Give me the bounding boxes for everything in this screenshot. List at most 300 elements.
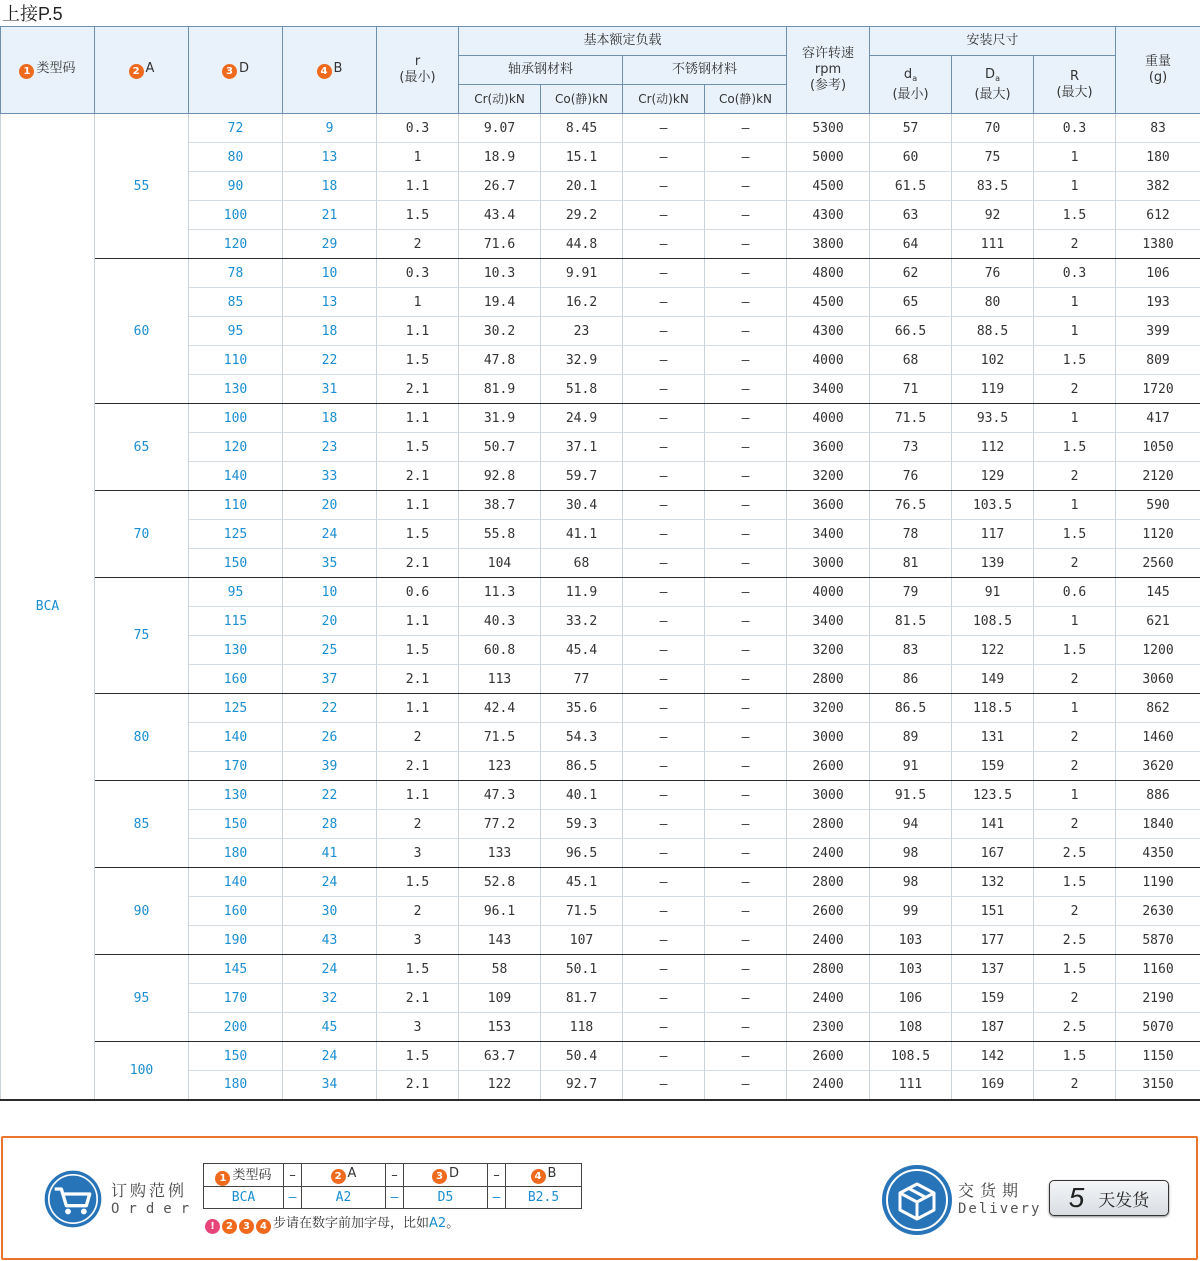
header-r: r (最小): [377, 27, 459, 114]
b-value-cell: 28: [283, 810, 377, 839]
d-value-cell: 120: [189, 230, 283, 259]
weight-cell: 2560: [1116, 549, 1200, 578]
co-stainless-cell: –: [705, 172, 787, 201]
speed-cell: 3400: [787, 520, 870, 549]
cr-steel-cell: 31.9: [459, 404, 541, 433]
r-value-cell: 1.5: [377, 636, 459, 665]
weight-cell: 1840: [1116, 810, 1200, 839]
cr-stainless-cell: –: [623, 781, 705, 810]
weight-cell: 5870: [1116, 926, 1200, 955]
co-steel-cell: 37.1: [541, 433, 623, 462]
speed-cell: 4800: [787, 259, 870, 288]
cr-steel-cell: 104: [459, 549, 541, 578]
r-value-cell: 3: [377, 1013, 459, 1042]
cr-steel-cell: 43.4: [459, 201, 541, 230]
d-value-cell: 110: [189, 491, 283, 520]
R-max-cell: 1.5: [1034, 1042, 1116, 1071]
speed-cell: 2400: [787, 1071, 870, 1100]
header-a: 2 A: [95, 27, 189, 114]
speed-cell: 5000: [787, 143, 870, 172]
weight-cell: 862: [1116, 694, 1200, 723]
header-mount-dims: 安装尺寸: [870, 27, 1116, 56]
weight-cell: 621: [1116, 607, 1200, 636]
co-stainless-cell: –: [705, 984, 787, 1013]
b-value-cell: 9: [283, 114, 377, 143]
speed-cell: 3400: [787, 375, 870, 404]
d-value-cell: 200: [189, 1013, 283, 1042]
da-min-cell: 89: [870, 723, 952, 752]
cr-stainless-cell: –: [623, 578, 705, 607]
Da-max-cell: 112: [952, 433, 1034, 462]
Da-max-cell: 139: [952, 549, 1034, 578]
co-stainless-cell: –: [705, 897, 787, 926]
Da-max-cell: 93.5: [952, 404, 1034, 433]
Da-max-cell: 91: [952, 578, 1034, 607]
weight-cell: 417: [1116, 404, 1200, 433]
co-steel-cell: 50.4: [541, 1042, 623, 1071]
da-min-cell: 68: [870, 346, 952, 375]
R-max-cell: 1: [1034, 404, 1116, 433]
continued-from-label: 上接P.5: [2, 4, 63, 24]
Da-max-cell: 159: [952, 984, 1034, 1013]
da-min-cell: 98: [870, 839, 952, 868]
b-value-cell: 31: [283, 375, 377, 404]
r-value-cell: 2: [377, 723, 459, 752]
speed-cell: 2300: [787, 1013, 870, 1042]
da-min-cell: 81: [870, 549, 952, 578]
order-delivery-panel: [1, 1136, 1198, 1260]
da-min-cell: 78: [870, 520, 952, 549]
speed-cell: 3000: [787, 549, 870, 578]
r-value-cell: 1.5: [377, 868, 459, 897]
Da-max-cell: 117: [952, 520, 1034, 549]
speed-cell: 2600: [787, 752, 870, 781]
co-stainless-cell: –: [705, 143, 787, 172]
cr-steel-cell: 10.3: [459, 259, 541, 288]
Da-max-cell: 103.5: [952, 491, 1034, 520]
d-value-cell: 160: [189, 897, 283, 926]
da-min-cell: 111: [870, 1071, 952, 1100]
co-stainless-cell: –: [705, 375, 787, 404]
R-max-cell: 2: [1034, 462, 1116, 491]
b-value-cell: 45: [283, 1013, 377, 1042]
d-value-cell: 80: [189, 143, 283, 172]
R-max-cell: 1: [1034, 317, 1116, 346]
speed-cell: 3000: [787, 781, 870, 810]
cr-steel-cell: 55.8: [459, 520, 541, 549]
delivery-days-text: 天发货: [1098, 1190, 1150, 1211]
R-max-cell: 1: [1034, 288, 1116, 317]
cr-stainless-cell: –: [623, 694, 705, 723]
b-value-cell: 20: [283, 491, 377, 520]
cr-steel-cell: 9.07: [459, 114, 541, 143]
R-max-cell: 1.5: [1034, 346, 1116, 375]
cr-steel-cell: 71.5: [459, 723, 541, 752]
da-min-cell: 73: [870, 433, 952, 462]
order-example-label: 订购范例: [111, 1181, 188, 1200]
r-value-cell: 1: [377, 143, 459, 172]
co-stainless-cell: –: [705, 114, 787, 143]
cr-stainless-cell: –: [623, 404, 705, 433]
cr-steel-cell: 50.7: [459, 433, 541, 462]
co-steel-cell: 15.1: [541, 143, 623, 172]
weight-cell: 1160: [1116, 955, 1200, 984]
Da-max-cell: 118.5: [952, 694, 1034, 723]
R-max-cell: 1: [1034, 491, 1116, 520]
speed-cell: 4500: [787, 288, 870, 317]
da-min-cell: 65: [870, 288, 952, 317]
co-steel-cell: 30.4: [541, 491, 623, 520]
co-stainless-cell: –: [705, 752, 787, 781]
speed-cell: 2800: [787, 868, 870, 897]
d-value-cell: 145: [189, 955, 283, 984]
co-stainless-cell: –: [705, 230, 787, 259]
speed-cell: 2400: [787, 839, 870, 868]
r-value-cell: 2.1: [377, 549, 459, 578]
cr-steel-cell: 19.4: [459, 288, 541, 317]
speed-cell: 2800: [787, 665, 870, 694]
Da-max-cell: 123.5: [952, 781, 1034, 810]
Da-max-cell: 151: [952, 897, 1034, 926]
r-value-cell: 0.6: [377, 578, 459, 607]
Da-max-cell: 169: [952, 1071, 1034, 1100]
R-max-cell: 1.5: [1034, 201, 1116, 230]
d-value-cell: 130: [189, 636, 283, 665]
cr-stainless-cell: –: [623, 1013, 705, 1042]
cr-steel-cell: 92.8: [459, 462, 541, 491]
Da-max-cell: 149: [952, 665, 1034, 694]
R-max-cell: 2.5: [1034, 926, 1116, 955]
co-steel-cell: 8.45: [541, 114, 623, 143]
cr-stainless-cell: –: [623, 810, 705, 839]
b-value-cell: 26: [283, 723, 377, 752]
speed-cell: 3600: [787, 433, 870, 462]
co-stainless-cell: –: [705, 462, 787, 491]
b-value-cell: 18: [283, 404, 377, 433]
speed-cell: 2600: [787, 1042, 870, 1071]
co-steel-cell: 86.5: [541, 752, 623, 781]
b-value-cell: 24: [283, 520, 377, 549]
R-max-cell: 2: [1034, 752, 1116, 781]
delivery-days-badge: [1049, 1180, 1169, 1216]
cr-stainless-cell: –: [623, 259, 705, 288]
R-max-cell: 1: [1034, 172, 1116, 201]
co-stainless-cell: –: [705, 404, 787, 433]
Da-max-cell: 83.5: [952, 172, 1034, 201]
header-d: 3 D: [189, 27, 283, 114]
da-min-cell: 86: [870, 665, 952, 694]
speed-cell: 3000: [787, 723, 870, 752]
b-value-cell: 10: [283, 259, 377, 288]
R-max-cell: 2: [1034, 230, 1116, 259]
cr-steel-cell: 77.2: [459, 810, 541, 839]
R-max-cell: 1: [1034, 781, 1116, 810]
co-steel-cell: 81.7: [541, 984, 623, 1013]
R-max-cell: 1.5: [1034, 955, 1116, 984]
cr-stainless-cell: –: [623, 346, 705, 375]
header-basic-load: 基本额定负载: [459, 27, 787, 56]
cr-stainless-cell: –: [623, 868, 705, 897]
cr-stainless-cell: –: [623, 549, 705, 578]
cr-steel-cell: 96.1: [459, 897, 541, 926]
co-stainless-cell: –: [705, 868, 787, 897]
weight-cell: 1460: [1116, 723, 1200, 752]
Da-max-cell: 111: [952, 230, 1034, 259]
table-row: [1, 404, 1200, 433]
cr-stainless-cell: –: [623, 491, 705, 520]
co-steel-cell: 59.3: [541, 810, 623, 839]
R-max-cell: 1.5: [1034, 636, 1116, 665]
R-max-cell: 1: [1034, 607, 1116, 636]
cr-steel-cell: 60.8: [459, 636, 541, 665]
Da-max-cell: 102: [952, 346, 1034, 375]
speed-cell: 3200: [787, 636, 870, 665]
cr-stainless-cell: –: [623, 114, 705, 143]
table-row: [1, 694, 1200, 723]
co-steel-cell: 45.1: [541, 868, 623, 897]
d-value-cell: 85: [189, 288, 283, 317]
b-value-cell: 24: [283, 1042, 377, 1071]
r-value-cell: 1.1: [377, 607, 459, 636]
co-stainless-cell: –: [705, 259, 787, 288]
Da-max-cell: 108.5: [952, 607, 1034, 636]
da-min-cell: 61.5: [870, 172, 952, 201]
order-example-table: [203, 1163, 582, 1209]
b-value-cell: 13: [283, 288, 377, 317]
order-note: ! 2 3 4 步请在数字前加字母，比如A2。: [205, 1212, 459, 1234]
speed-cell: 2800: [787, 810, 870, 839]
r-value-cell: 2.1: [377, 665, 459, 694]
Da-max-cell: 88.5: [952, 317, 1034, 346]
type-code-cell: BCA: [1, 114, 95, 1100]
da-min-cell: 64: [870, 230, 952, 259]
table-row: [1, 114, 1200, 143]
order-value-d: D5: [404, 1187, 488, 1209]
order-value-b: B2.5: [506, 1187, 582, 1209]
co-stainless-cell: –: [705, 781, 787, 810]
d-value-cell: 190: [189, 926, 283, 955]
co-steel-cell: 16.2: [541, 288, 623, 317]
co-steel-cell: 40.1: [541, 781, 623, 810]
speed-cell: 3600: [787, 491, 870, 520]
r-value-cell: 2.1: [377, 1071, 459, 1100]
co-steel-cell: 32.9: [541, 346, 623, 375]
co-stainless-cell: –: [705, 955, 787, 984]
cr-steel-cell: 52.8: [459, 868, 541, 897]
header-b: 4 B: [283, 27, 377, 114]
speed-cell: 3200: [787, 462, 870, 491]
co-stainless-cell: –: [705, 1071, 787, 1100]
co-steel-cell: 59.7: [541, 462, 623, 491]
cr-steel-cell: 42.4: [459, 694, 541, 723]
co-stainless-cell: –: [705, 578, 787, 607]
d-value-cell: 150: [189, 549, 283, 578]
r-value-cell: 1.1: [377, 404, 459, 433]
co-steel-cell: 51.8: [541, 375, 623, 404]
r-value-cell: 2: [377, 897, 459, 926]
Da-max-cell: 131: [952, 723, 1034, 752]
Da-max-cell: 142: [952, 1042, 1034, 1071]
cr-stainless-cell: –: [623, 375, 705, 404]
a-value-cell: 90: [95, 868, 189, 955]
r-value-cell: 2.1: [377, 462, 459, 491]
cr-steel-cell: 11.3: [459, 578, 541, 607]
cr-steel-cell: 81.9: [459, 375, 541, 404]
co-stainless-cell: –: [705, 1013, 787, 1042]
order-header-type: 1 类型码: [204, 1164, 284, 1187]
R-max-cell: 2.5: [1034, 1013, 1116, 1042]
cr-steel-cell: 122: [459, 1071, 541, 1100]
da-min-cell: 76.5: [870, 491, 952, 520]
r-value-cell: 1.5: [377, 520, 459, 549]
cr-stainless-cell: –: [623, 143, 705, 172]
co-steel-cell: 33.2: [541, 607, 623, 636]
b-value-cell: 43: [283, 926, 377, 955]
co-stainless-cell: –: [705, 607, 787, 636]
cr-stainless-cell: –: [623, 955, 705, 984]
d-value-cell: 130: [189, 781, 283, 810]
weight-cell: 612: [1116, 201, 1200, 230]
cr-stainless-cell: –: [623, 723, 705, 752]
order-example-sub: Order: [111, 1201, 199, 1217]
weight-cell: 590: [1116, 491, 1200, 520]
cr-stainless-cell: –: [623, 520, 705, 549]
b-value-cell: 22: [283, 694, 377, 723]
r-value-cell: 2: [377, 230, 459, 259]
r-value-cell: 1.5: [377, 1042, 459, 1071]
Da-max-cell: 129: [952, 462, 1034, 491]
weight-cell: 809: [1116, 346, 1200, 375]
order-dash: –: [386, 1164, 404, 1187]
d-value-cell: 95: [189, 578, 283, 607]
speed-cell: 4500: [787, 172, 870, 201]
header-R: R (最大): [1034, 56, 1116, 114]
d-value-cell: 160: [189, 665, 283, 694]
Da-max-cell: 75: [952, 143, 1034, 172]
d-value-cell: 150: [189, 1042, 283, 1071]
a-value-cell: 70: [95, 491, 189, 578]
R-max-cell: 2.5: [1034, 839, 1116, 868]
delivery-label: 交货期: [958, 1181, 1025, 1200]
d-value-cell: 170: [189, 752, 283, 781]
d-value-cell: 140: [189, 462, 283, 491]
a-value-cell: 60: [95, 259, 189, 404]
co-steel-cell: 35.6: [541, 694, 623, 723]
weight-cell: 5070: [1116, 1013, 1200, 1042]
Da-max-cell: 80: [952, 288, 1034, 317]
da-min-cell: 86.5: [870, 694, 952, 723]
Da-max-cell: 177: [952, 926, 1034, 955]
d-value-cell: 170: [189, 984, 283, 1013]
Da-max-cell: 187: [952, 1013, 1034, 1042]
cr-stainless-cell: –: [623, 839, 705, 868]
r-value-cell: 1.1: [377, 317, 459, 346]
order-value-a: A2: [302, 1187, 386, 1209]
Da-max-cell: 137: [952, 955, 1034, 984]
da-min-cell: 91.5: [870, 781, 952, 810]
header-bearing-steel: 轴承钢材料: [459, 56, 623, 85]
order-dash: –: [284, 1164, 302, 1187]
b-value-cell: 24: [283, 868, 377, 897]
cr-steel-cell: 143: [459, 926, 541, 955]
r-value-cell: 1.1: [377, 491, 459, 520]
cr-stainless-cell: –: [623, 897, 705, 926]
co-stainless-cell: –: [705, 317, 787, 346]
speed-cell: 4000: [787, 404, 870, 433]
da-min-cell: 60: [870, 143, 952, 172]
cr-stainless-cell: –: [623, 984, 705, 1013]
header-type-code: 1 类型码: [1, 27, 95, 114]
cr-stainless-cell: –: [623, 317, 705, 346]
co-steel-cell: 20.1: [541, 172, 623, 201]
cr-stainless-cell: –: [623, 1042, 705, 1071]
weight-cell: 1720: [1116, 375, 1200, 404]
co-stainless-cell: –: [705, 346, 787, 375]
da-min-cell: 71: [870, 375, 952, 404]
header-stainless: 不锈钢材料: [623, 56, 787, 85]
R-max-cell: 0.6: [1034, 578, 1116, 607]
weight-cell: 1200: [1116, 636, 1200, 665]
R-max-cell: 2: [1034, 549, 1116, 578]
R-max-cell: 1.5: [1034, 433, 1116, 462]
cr-stainless-cell: –: [623, 752, 705, 781]
speed-cell: 4000: [787, 346, 870, 375]
da-min-cell: 99: [870, 897, 952, 926]
header-Da: $D_a$ (最大): [952, 56, 1034, 114]
r-value-cell: 2.1: [377, 984, 459, 1013]
cr-steel-cell: 133: [459, 839, 541, 868]
cr-stainless-cell: –: [623, 1071, 705, 1100]
cr-stainless-cell: –: [623, 636, 705, 665]
header-co-steel: Co(静)kN: [541, 85, 623, 114]
weight-cell: 382: [1116, 172, 1200, 201]
co-stainless-cell: –: [705, 549, 787, 578]
speed-cell: 4000: [787, 578, 870, 607]
b-value-cell: 18: [283, 172, 377, 201]
co-steel-cell: 23: [541, 317, 623, 346]
co-stainless-cell: –: [705, 433, 787, 462]
da-min-cell: 62: [870, 259, 952, 288]
b-value-cell: 25: [283, 636, 377, 665]
speed-cell: 3800: [787, 230, 870, 259]
a-value-cell: 100: [95, 1042, 189, 1100]
weight-cell: 145: [1116, 578, 1200, 607]
cr-steel-cell: 18.9: [459, 143, 541, 172]
delivery-sub: Delivery: [958, 1201, 1042, 1217]
d-value-cell: 130: [189, 375, 283, 404]
cr-steel-cell: 71.6: [459, 230, 541, 259]
weight-cell: 886: [1116, 781, 1200, 810]
co-steel-cell: 44.8: [541, 230, 623, 259]
speed-cell: 3200: [787, 694, 870, 723]
delivery-box-icon: [880, 1163, 954, 1237]
b-value-cell: 32: [283, 984, 377, 1013]
weight-cell: 193: [1116, 288, 1200, 317]
header-cr-steel: Cr(动)kN: [459, 85, 541, 114]
a-value-cell: 85: [95, 781, 189, 868]
da-min-cell: 71.5: [870, 404, 952, 433]
da-min-cell: 91: [870, 752, 952, 781]
co-stainless-cell: –: [705, 491, 787, 520]
co-steel-cell: 11.9: [541, 578, 623, 607]
Da-max-cell: 76: [952, 259, 1034, 288]
b-value-cell: 13: [283, 143, 377, 172]
r-value-cell: 2.1: [377, 375, 459, 404]
weight-cell: 3150: [1116, 1071, 1200, 1100]
r-value-cell: 2.1: [377, 752, 459, 781]
co-stainless-cell: –: [705, 288, 787, 317]
co-steel-cell: 24.9: [541, 404, 623, 433]
